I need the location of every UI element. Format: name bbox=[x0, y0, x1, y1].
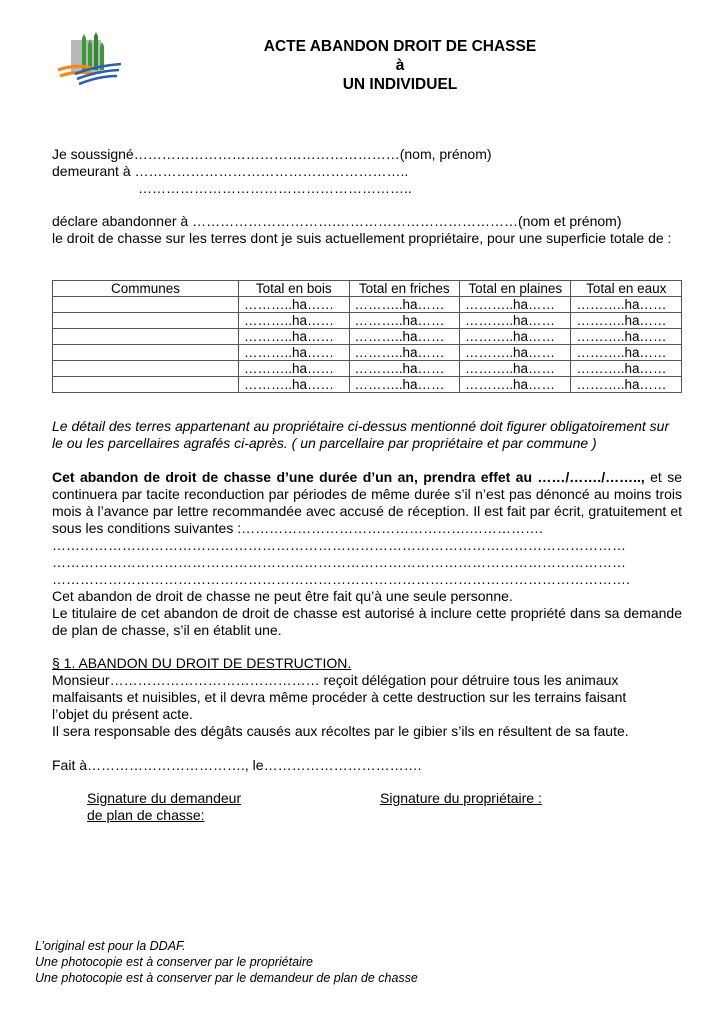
col-total-friches: Total en friches bbox=[349, 281, 460, 297]
cell-commune bbox=[53, 345, 239, 361]
declare-line: déclare abandonner à ………………………….…………………………………(nom et prénom) bbox=[52, 213, 622, 229]
table-row bbox=[53, 361, 682, 377]
col-communes: Communes bbox=[53, 281, 239, 297]
cell-eaux: ………..ha…… bbox=[571, 297, 682, 313]
col-total-bois: Total en bois bbox=[239, 281, 350, 297]
soussigne-line: Je soussigné…………………………………………………(nom, prénom) bbox=[52, 146, 492, 162]
table-row bbox=[53, 377, 682, 393]
address-continuation-line: ………………………………………………….. bbox=[138, 180, 412, 196]
parcel-detail-note: Le détail des terres appartenant au propriétaire ci-dessus mentionné doit figurer obligatoirement sur le ou les parcellaires agrafés ci-après. ( un parcellaire par propriétaire et par commune ) bbox=[52, 418, 670, 451]
signature-demandeur-label-2: de plan de chasse: bbox=[87, 807, 205, 823]
cell-bois: ………..ha…… bbox=[239, 329, 350, 345]
table-row bbox=[53, 345, 682, 361]
destruction-line-2: malfaisants et nuisibles, et il devra même procéder à cette destruction sur les terrains faisant bbox=[52, 689, 627, 705]
cell-commune bbox=[53, 297, 239, 313]
col-total-eaux: Total en eaux bbox=[571, 281, 682, 297]
single-person-clause: Cet abandon de droit de chasse ne peut être fait qu’à une seule personne. bbox=[52, 588, 513, 604]
cell-bois: ………..ha…… bbox=[239, 377, 350, 393]
responsibility-line: Il sera responsable des dégâts causés aux récoltes par le gibier s’ils en résultent de sa faute. bbox=[52, 723, 629, 739]
duration-paragraph bbox=[52, 469, 682, 537]
cell-friches: ………..ha…… bbox=[349, 377, 460, 393]
conditions-dots-line-3: ……………………………………………………………………………………………………………. bbox=[52, 571, 630, 587]
cell-eaux: ………..ha…… bbox=[571, 377, 682, 393]
cell-bois: ………..ha…… bbox=[239, 297, 350, 313]
cell-plaines: ………..ha…… bbox=[460, 345, 571, 361]
cell-plaines: ………..ha…… bbox=[460, 361, 571, 377]
footer-copy-applicant-note: Une photocopie est à conserver par le demandeur de plan de chasse bbox=[35, 971, 418, 985]
table-header-row bbox=[53, 281, 682, 297]
cell-plaines: ………..ha…… bbox=[460, 377, 571, 393]
destruction-line-3: l’objet du présent acte. bbox=[52, 706, 193, 722]
cell-friches: ………..ha…… bbox=[349, 361, 460, 377]
cell-commune bbox=[53, 377, 239, 393]
document-title-connector: à bbox=[395, 57, 405, 74]
declare-rest: le droit de chasse sur les terres dont je suis actuellement propriétaire, pour une superficie totale de : bbox=[52, 230, 672, 246]
cell-friches: ………..ha…… bbox=[349, 329, 460, 345]
cell-plaines: ………..ha…… bbox=[460, 313, 571, 329]
fait-a-line: Fait à……………………………., le……………………………. bbox=[52, 757, 422, 773]
cell-plaines: ………..ha…… bbox=[460, 297, 571, 313]
cell-bois: ………..ha…… bbox=[239, 313, 350, 329]
cell-friches: ………..ha…… bbox=[349, 313, 460, 329]
conditions-dots-line-2: …………………………………………………………………………………………………………… bbox=[52, 554, 626, 570]
land-surface-table bbox=[52, 280, 682, 393]
cell-plaines: ………..ha…… bbox=[460, 329, 571, 345]
signature-demandeur-label: Signature du demandeur bbox=[87, 790, 242, 806]
duration-rest-text: et se continuera par tacite reconduction par périodes de même durée s’il n’est pas dénoncé au moins trois mois à l’avance par lettre recommandée avec accusé de réception. Il est fait par écrit, gratuitement et sous les conditions suivantes :………………………………………….……………. bbox=[52, 469, 682, 536]
footer-copy-owner-note: Une photocopie est à conserver par le propriétaire bbox=[35, 955, 313, 969]
conditions-dots-line-1: …………………………………………………………………………………………………………… bbox=[52, 537, 626, 553]
cell-eaux: ………..ha…… bbox=[571, 329, 682, 345]
table-row bbox=[53, 329, 682, 345]
cell-commune bbox=[53, 361, 239, 377]
demeurant-line: demeurant à ………………………………………………….. bbox=[52, 163, 409, 179]
table-row bbox=[53, 313, 682, 329]
duration-bold-text: Cet abandon de droit de chasse d’une durée d’un an, prendra effet au ……/……./…….., bbox=[52, 469, 645, 485]
cell-eaux: ………..ha…… bbox=[571, 361, 682, 377]
cell-friches: ………..ha…… bbox=[349, 297, 460, 313]
cell-commune bbox=[53, 329, 239, 345]
col-total-plaines: Total en plaines bbox=[460, 281, 571, 297]
cell-bois: ………..ha…… bbox=[239, 345, 350, 361]
cell-friches: ………..ha…… bbox=[349, 345, 460, 361]
table-row bbox=[53, 297, 682, 313]
cell-bois: ………..ha…… bbox=[239, 361, 350, 377]
signature-proprietaire-label: Signature du propriétaire : bbox=[380, 790, 542, 806]
cell-commune bbox=[53, 313, 239, 329]
ddaf-logo-icon bbox=[55, 30, 123, 88]
document-subtitle: UN INDIVIDUEL bbox=[342, 76, 458, 93]
titulaire-clause: Le titulaire de cet abandon de droit de chasse est autorisé à inclure cette propriété dans sa demande de plan de chasse, s’il en établit une. bbox=[52, 605, 682, 638]
cell-eaux: ………..ha…… bbox=[571, 313, 682, 329]
section-1-heading: § 1. ABANDON DU DROIT DE DESTRUCTION. bbox=[52, 655, 352, 671]
footer-original-note: L’original est pour la DDAF. bbox=[35, 939, 186, 953]
document-title: ACTE ABANDON DROIT DE CHASSE bbox=[263, 38, 537, 55]
monsieur-line: Monsieur……………………………………… reçoit délégation pour détruire tous les animaux bbox=[52, 672, 619, 688]
cell-eaux: ………..ha…… bbox=[571, 345, 682, 361]
